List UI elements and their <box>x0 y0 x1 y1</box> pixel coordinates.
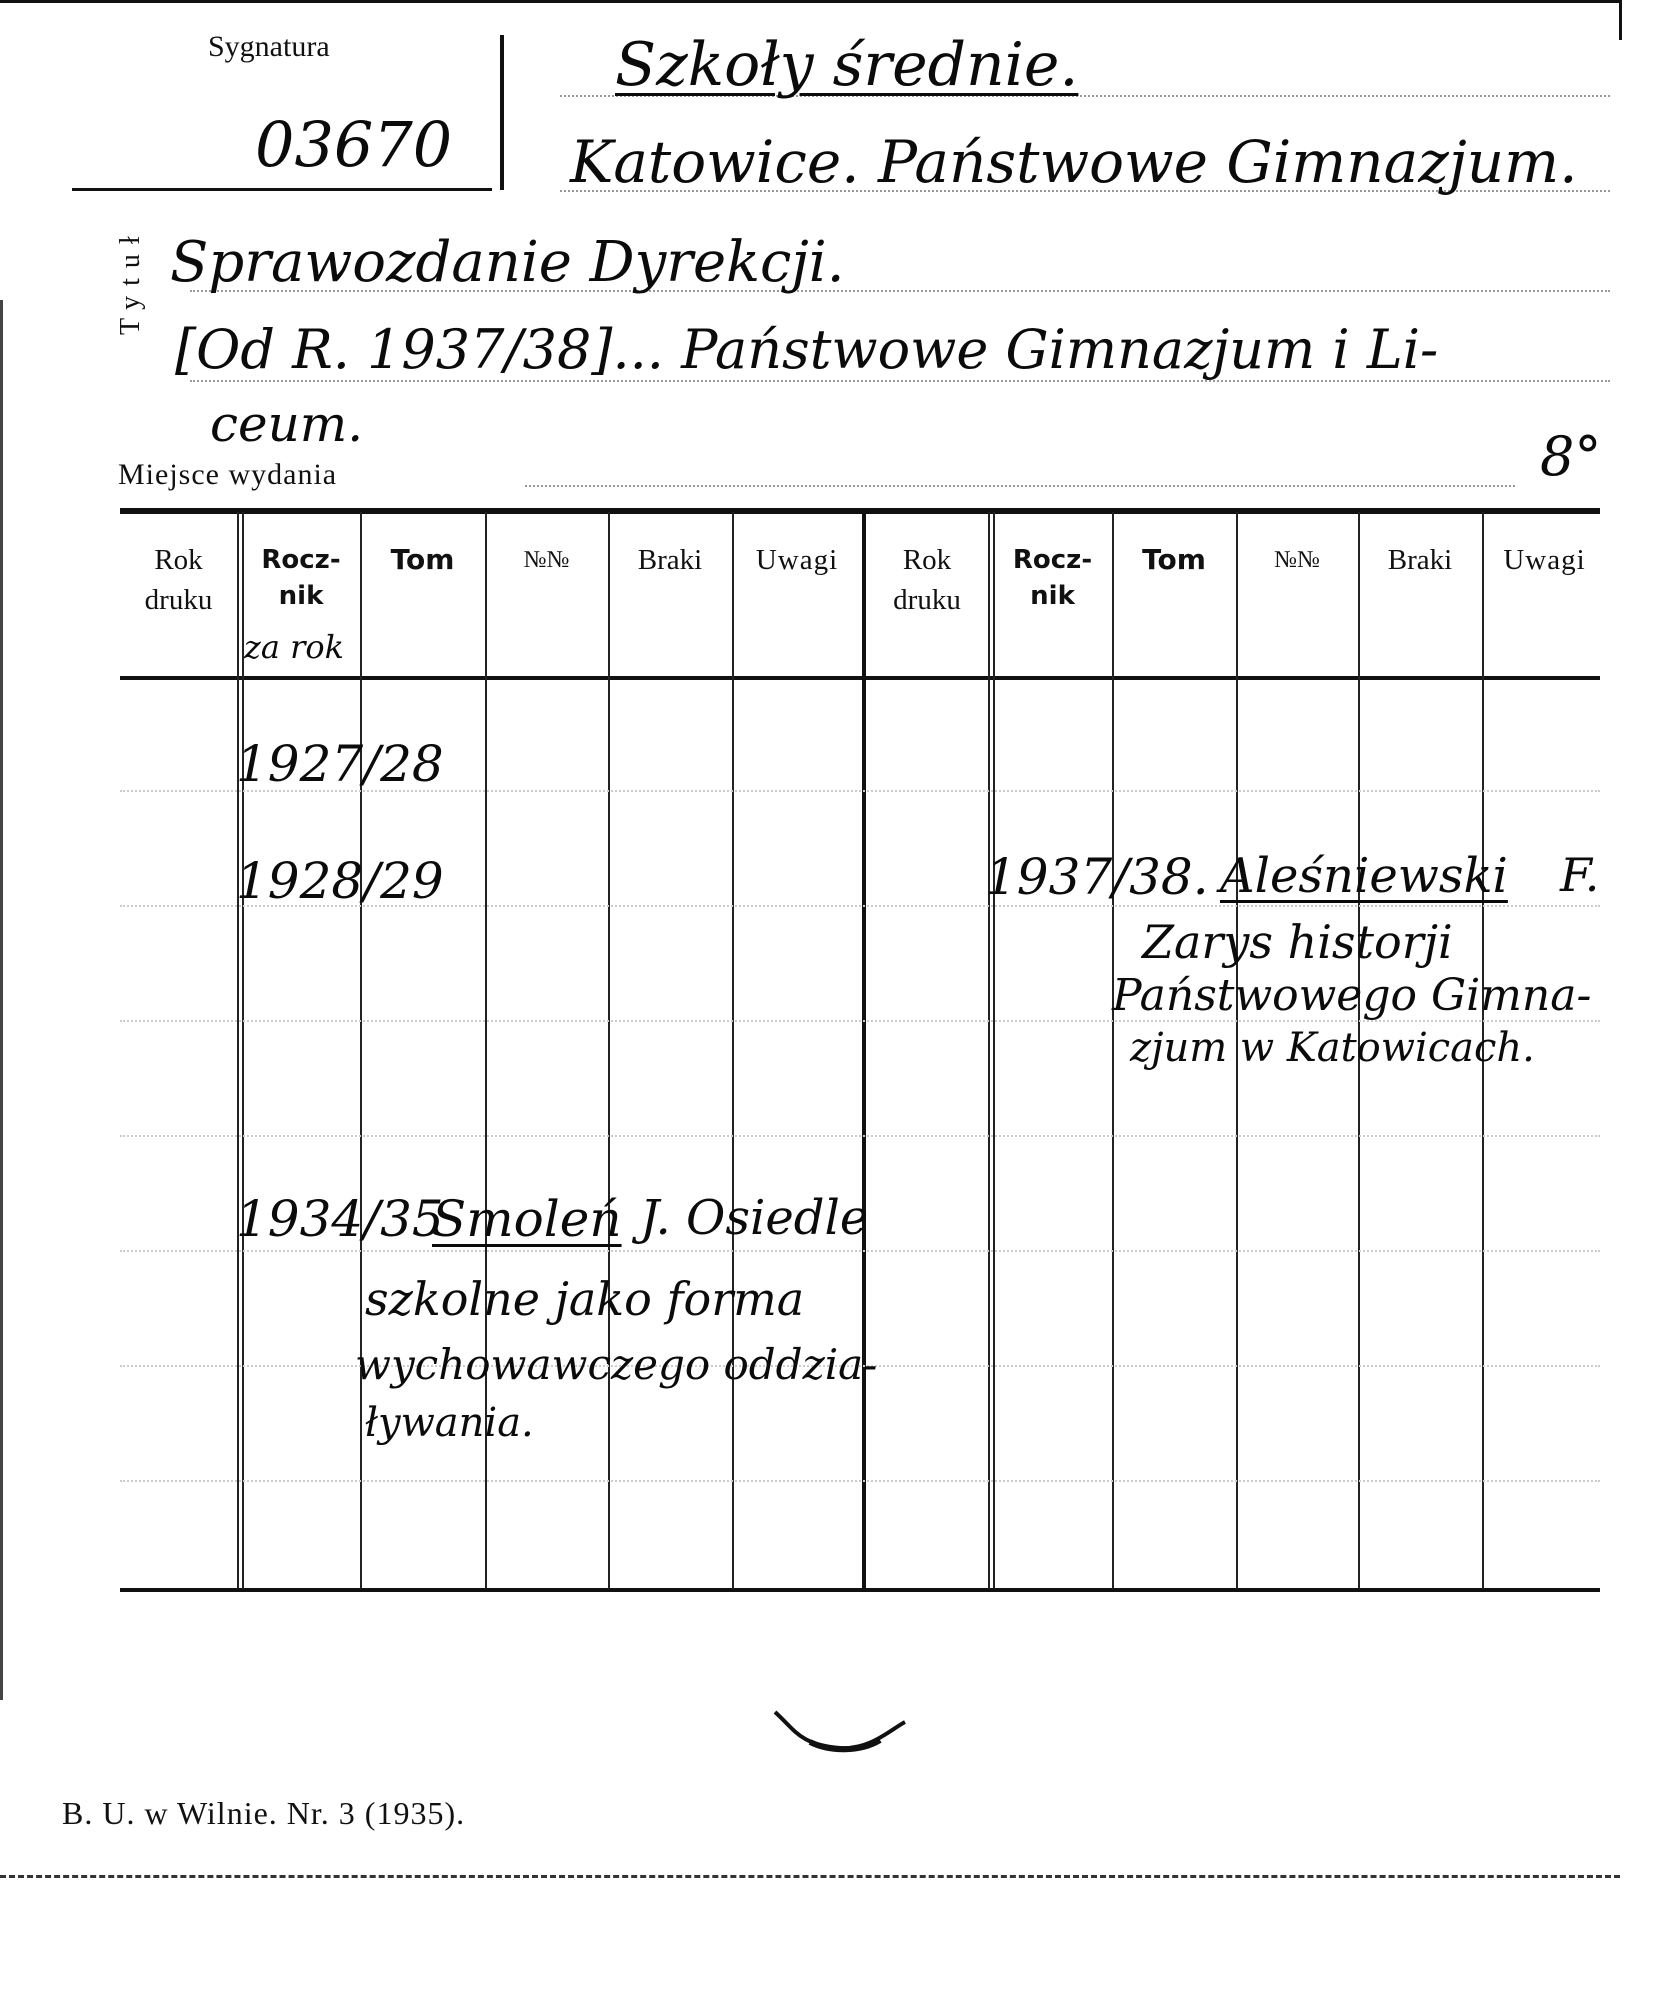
header-rocznik-right <box>993 540 1112 612</box>
header-rocznik-line1: Rocz- <box>261 545 341 575</box>
header-numery-left: №№ <box>523 547 570 573</box>
header-uwagi-right: Uwagi <box>1503 544 1586 576</box>
row-guide-7 <box>120 1480 1600 1482</box>
card-left-border <box>0 300 3 1700</box>
header-rocznik-note: za rok <box>244 628 345 666</box>
entry-title-1937-line4: zjum w Katowicach. <box>1130 1025 1535 1071</box>
header-rocznik-left <box>242 540 360 612</box>
header-tom-left: Tom <box>390 543 455 576</box>
flourish-mark <box>770 1700 910 1770</box>
table-top-rule <box>120 508 1600 514</box>
entry-title-1934-line4: ływania. <box>365 1400 534 1446</box>
col-divider-7 <box>1112 512 1114 1589</box>
sygnatura-value: 03670 <box>255 108 453 181</box>
sygnatura-label: Sygnatura <box>208 30 330 63</box>
header-rok-line1-right: Rok <box>902 544 952 576</box>
entry-title-1937-line2: Zarys historji <box>1142 915 1453 969</box>
header-rok-druku-left <box>120 540 237 620</box>
header-uwagi-left: Uwagi <box>755 544 839 576</box>
sygnatura-divider <box>500 35 504 190</box>
entry-title-1934-line3: wychowawczego oddzia- <box>355 1340 878 1389</box>
col-divider-1b <box>242 512 244 1589</box>
entry-title-1937-line3: Państwowego Gimna- <box>1112 970 1592 1021</box>
title-label: Tytuł <box>115 226 146 335</box>
row-guide-4 <box>120 1135 1600 1137</box>
entry-title-1934-line1: J. Osiedle <box>640 1190 869 1246</box>
header-braki-right: Braki <box>1387 544 1453 576</box>
card-top-border <box>0 0 1620 3</box>
sygnatura-underline <box>72 188 492 191</box>
table-header-rule <box>120 676 1600 680</box>
title-line-2: [Od R. 1937/38]... Państwowe Gimnazjum i Li- <box>175 318 1439 381</box>
entry-year-1937: 1937/38. <box>985 848 1209 906</box>
header-rok-line1: Rok <box>154 544 203 576</box>
header-rok-druku-right <box>866 540 988 620</box>
place-dotted-line <box>525 485 1515 487</box>
institution-name: Katowice. Państwowe Gimnazjum. <box>570 128 1578 196</box>
header-braki-left: Braki <box>637 544 703 576</box>
header-numery-right: №№ <box>1274 547 1320 573</box>
header-tom-right: Tom <box>1142 543 1206 576</box>
title-line-1: Sprawozdanie Dyrekcji. <box>170 230 845 295</box>
col-divider-1 <box>237 512 239 1589</box>
table-bottom-rule <box>120 1588 1600 1592</box>
header-rocznik-line2: nik <box>278 581 324 611</box>
card-bottom-border <box>0 1875 1620 1878</box>
col-divider-6b <box>993 512 995 1589</box>
subject-heading: Szkoły średnie. <box>615 30 1079 100</box>
entry-author-smolen: Smoleń <box>432 1190 622 1248</box>
row-guide-5 <box>120 1250 1600 1252</box>
entry-author-alesniewski: Aleśniewski <box>1220 848 1508 904</box>
table-center-divider <box>862 512 866 1589</box>
col-divider-6 <box>988 512 990 1589</box>
entry-year-1934: 1934/35 <box>236 1190 444 1248</box>
col-divider-5 <box>732 512 734 1589</box>
card-right-border-top <box>1619 0 1622 40</box>
format-value: 8° <box>1540 425 1602 488</box>
place-label: Miejsce wydania <box>118 458 338 491</box>
footer-library: B. U. w Wilnie. Nr. 3 (1935). <box>62 1795 466 1831</box>
header-rocznik-line2-right: nik <box>1030 581 1075 611</box>
col-divider-4 <box>608 512 610 1589</box>
entry-author-initial: F. <box>1560 848 1600 902</box>
header-rok-line2: druku <box>144 584 213 616</box>
entry-title-1934-line2: szkolne jako forma <box>365 1272 805 1326</box>
header-rocznik-line1-right: Rocz- <box>1012 545 1093 575</box>
entry-year-1927: 1927/28 <box>236 735 444 793</box>
header-rok-line2-right: druku <box>893 584 961 616</box>
col-divider-2 <box>360 512 362 1589</box>
title-line-3: ceum. <box>210 395 364 453</box>
entry-year-1928: 1928/29 <box>236 852 444 910</box>
